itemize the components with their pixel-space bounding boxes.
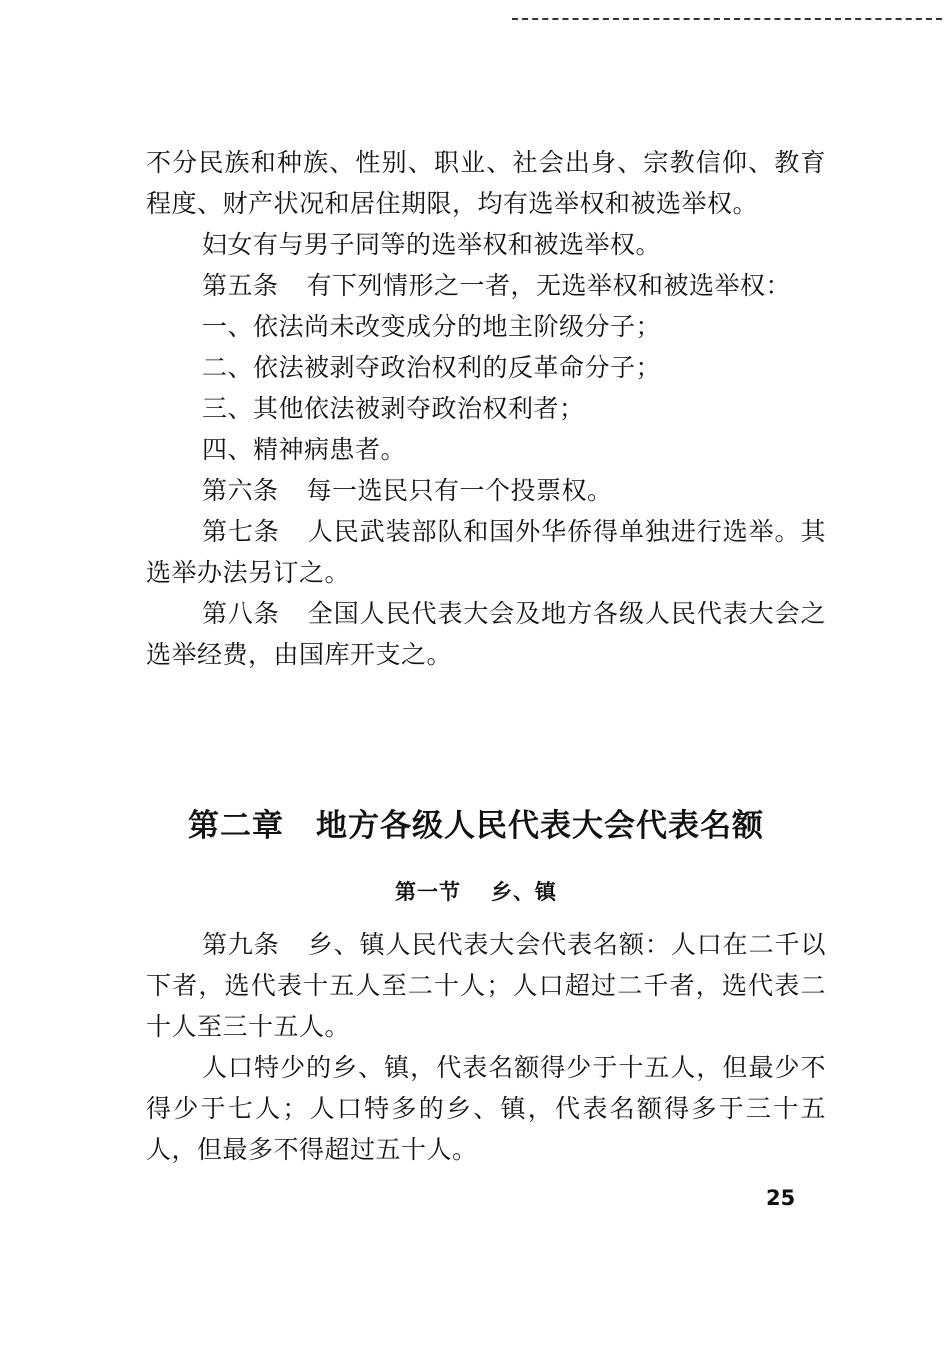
article-7 — [146, 511, 826, 593]
section-number: 第一节 — [395, 880, 461, 904]
article-8 — [146, 593, 826, 675]
top-dashed-rule — [512, 18, 942, 20]
page-body-top — [146, 142, 826, 675]
chapter-heading — [0, 800, 952, 845]
section-title: 乡、镇 — [491, 880, 557, 904]
article-5 — [146, 265, 826, 306]
chapter-number: 第二章 — [188, 808, 284, 844]
list-item: 三、其他依法被剥夺政治权利者； — [202, 394, 585, 423]
page-number: 25 — [766, 1186, 796, 1210]
article-5-text: 有下列情形之一者，无选举权和被选举权： — [306, 271, 792, 300]
list-item: 一、依法尚未改变成分的地主阶级分子； — [202, 312, 662, 341]
list-item: 四、精神病患者。 — [202, 435, 407, 464]
article-6-number: 第六条 — [202, 476, 279, 505]
chapter-body — [146, 924, 826, 1170]
article-6-text: 每一选民只有一个投票权。 — [306, 476, 613, 505]
paragraph-quota-exceptions: 人口特少的乡、镇，代表名额得少于十五人，但最少不得少于七人；人口特多的乡、镇，代表名额得多于三十五人，但最多不得超过五十人。 — [146, 1053, 826, 1164]
article-6 — [146, 470, 826, 511]
article-9 — [146, 924, 826, 1047]
article-9-number: 第九条 — [202, 930, 280, 959]
chapter-title: 地方各级人民代表大会代表名额 — [316, 808, 764, 844]
article-8-number: 第八条 — [202, 599, 280, 628]
paragraph-women-rights: 妇女有与男子同等的选举权和被选举权。 — [202, 230, 662, 259]
article-8-text: 全国人民代表大会及地方各级人民代表大会之选举经费，由国库开支之。 — [146, 599, 826, 669]
article-7-text: 人民武装部队和国外华侨得单独进行选举。其选举办法另订之。 — [146, 517, 826, 587]
paragraph-continuation: 不分民族和种族、性别、职业、社会出身、宗教信仰、教育程度、财产状况和居住期限，均有选举权和被选举权。 — [146, 148, 826, 218]
article-7-number: 第七条 — [202, 517, 280, 546]
article-9-text: 乡、镇人民代表大会代表名额：人口在二千以下者，选代表十五人至二十人；人口超过二千者，选代表二十人至三十五人。 — [146, 930, 826, 1041]
list-item: 二、依法被剥夺政治权利的反革命分子； — [202, 353, 662, 382]
section-heading — [0, 876, 952, 906]
article-5-number: 第五条 — [202, 271, 279, 300]
